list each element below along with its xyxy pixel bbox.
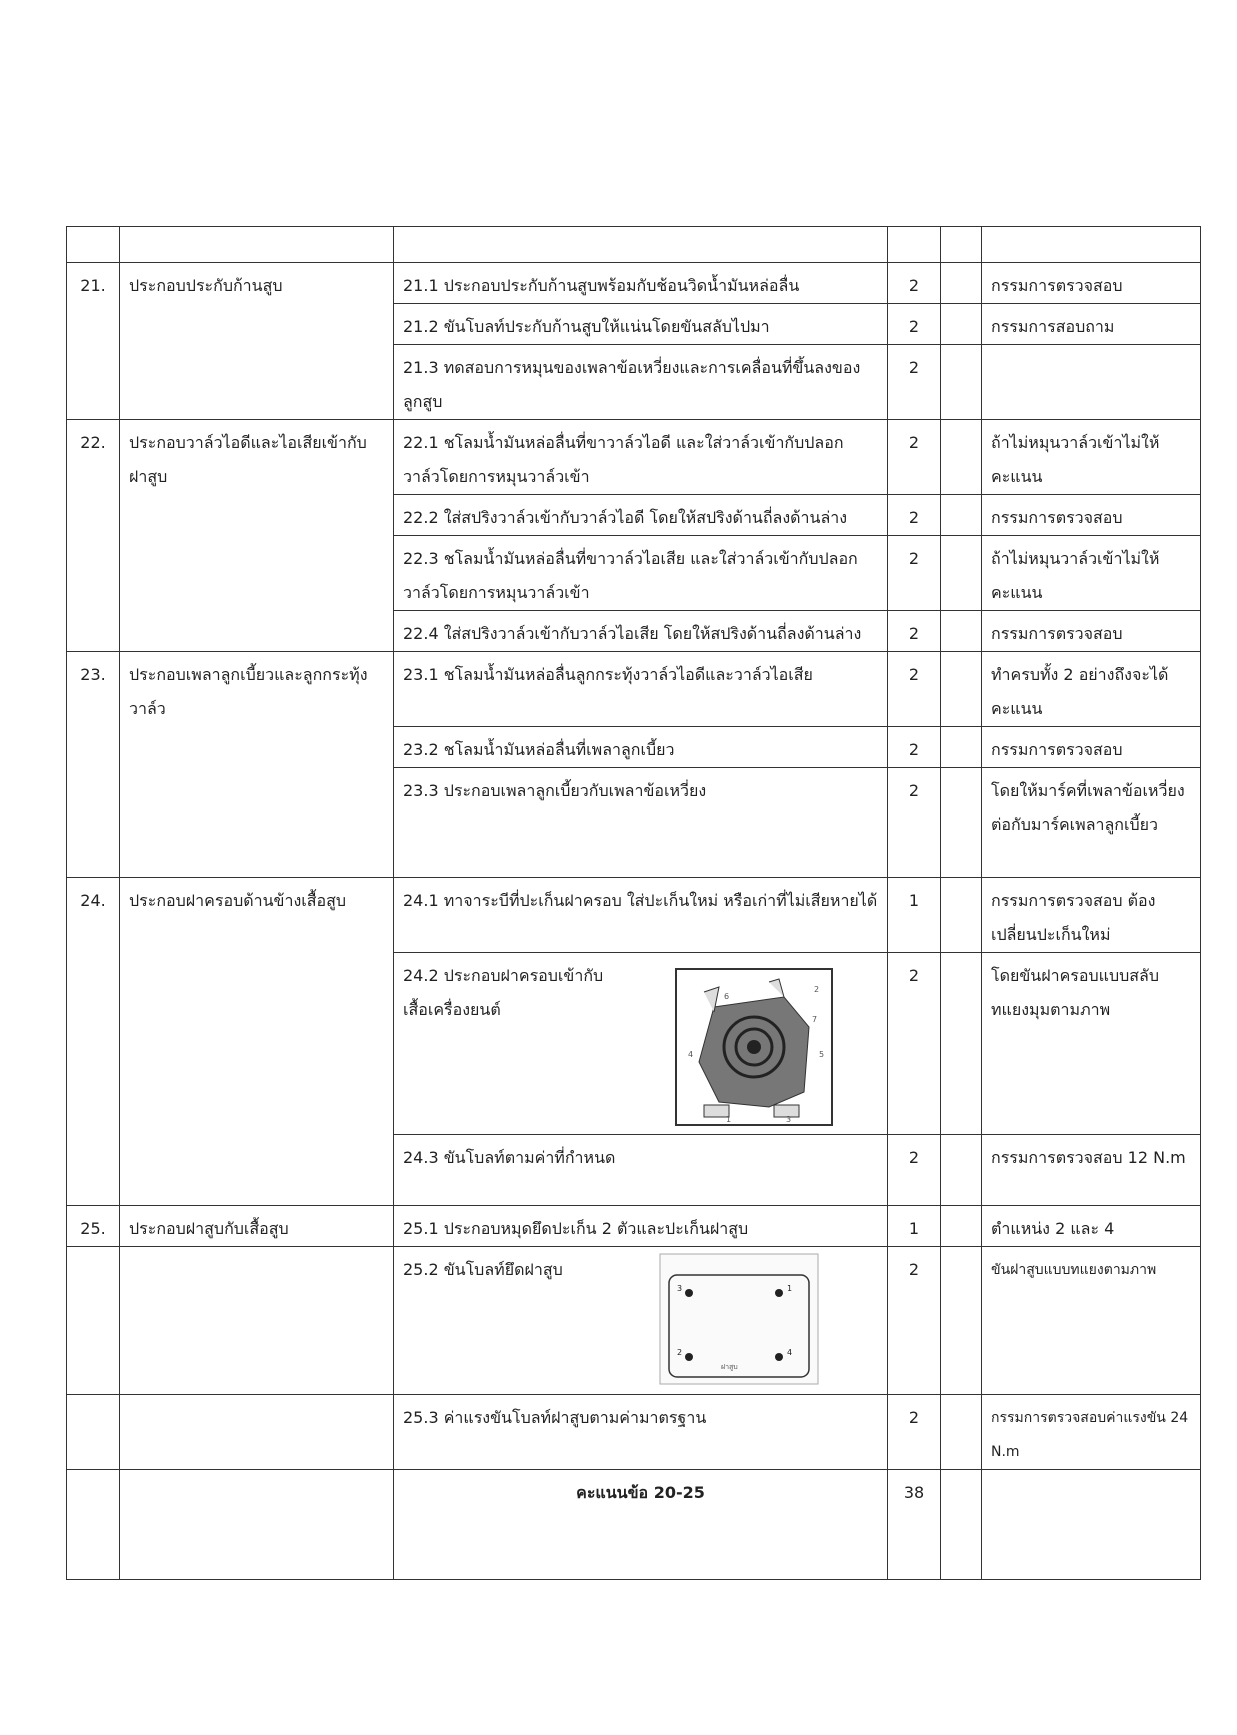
item-number: 21. (67, 263, 120, 420)
item-topic: ประกอบวาล์วไอดีและไอเสียเข้ากับฝาสูบ (120, 420, 394, 652)
step-note: ถ้าไม่หมุนวาล์วเข้าไม่ให้คะแนน (982, 420, 1201, 495)
step-description (394, 420, 888, 495)
step-note: โดยให้มาร์คที่เพลาข้อเหวี่ยงต่อกับมาร์คเพลาลูกเบี้ยว (982, 768, 1201, 878)
step-note: ทำครบทั้ง 2 อย่างถึงจะได้คะแนน (982, 652, 1201, 727)
step-obtained-score (941, 727, 982, 768)
table-row (67, 1395, 1201, 1470)
step-text: 21.3 ทดสอบการหมุนของเพลาข้อเหวี่ยงและการเคลื่อนที่ขึ้นลงของลูกสูบ (403, 358, 861, 411)
item-topic: ประกอบฝาครอบด้านข้างเสื้อสูบ (120, 878, 394, 1206)
step-obtained-score (941, 495, 982, 536)
step-note: กรรมการตรวจสอบค่าแรงขัน 24 N.m (982, 1395, 1201, 1470)
step-text: 24.1 ทาจาระบีที่ปะเก็นฝาครอบ ใส่ปะเก็นใหม่ หรือเก่าที่ไม่เสียหายได้ (403, 891, 878, 910)
step-note (982, 345, 1201, 420)
item-number: 25. (67, 1206, 120, 1247)
total-number-cell (67, 1470, 120, 1580)
item-topic (120, 1247, 394, 1395)
total-label: คะแนนข้อ 20-25 (394, 1470, 888, 1580)
cylinder-head-bolt-diagram (659, 1253, 819, 1385)
step-description (394, 1135, 888, 1206)
header-cell-score (888, 227, 941, 263)
total-topic-cell (120, 1470, 394, 1580)
step-obtained-score (941, 1135, 982, 1206)
step-obtained-score (941, 1247, 982, 1395)
step-description (394, 768, 888, 878)
step-note: กรรมการสอบถาม (982, 304, 1201, 345)
step-description (394, 1247, 888, 1395)
step-note: กรรมการตรวจสอบ ต้องเปลี่ยนปะเก็นใหม่ (982, 878, 1201, 953)
step-description (394, 727, 888, 768)
step-text: 25.3 ค่าแรงขันโบลท์ฝาสูบตามค่ามาตรฐาน (403, 1408, 707, 1427)
svg-text:2: 2 (814, 985, 820, 994)
step-score: 1 (888, 878, 941, 953)
step-text: 24.3 ขันโบลท์ตามค่าที่กำหนด (403, 1148, 616, 1167)
item-topic (120, 1395, 394, 1470)
step-score: 2 (888, 1135, 941, 1206)
svg-text:6: 6 (724, 992, 730, 1001)
step-description (394, 953, 888, 1135)
svg-text:1: 1 (726, 1115, 732, 1124)
item-number (67, 1395, 120, 1470)
step-obtained-score (941, 878, 982, 953)
total-obtained-score (941, 1470, 982, 1580)
svg-text:5: 5 (819, 1050, 825, 1059)
step-obtained-score (941, 1395, 982, 1470)
table-row (67, 878, 1201, 953)
step-description (394, 1206, 888, 1247)
step-score: 2 (888, 1395, 941, 1470)
step-text: 25.1 ประกอบหมุดยึดปะเก็น 2 ตัวและปะเก็นฝาสูบ (403, 1219, 749, 1238)
step-text: 21.2 ขันโบลท์ประกับก้านสูบให้แน่นโดยขันสลับไปมา (403, 317, 770, 336)
step-text: 24.2 ประกอบฝาครอบเข้ากับเสื้อเครื่องยนต์ (403, 966, 604, 1019)
header-cell-note (982, 227, 1201, 263)
step-score: 2 (888, 345, 941, 420)
step-description (394, 263, 888, 304)
step-note: กรรมการตรวจสอบ (982, 727, 1201, 768)
step-score: 2 (888, 495, 941, 536)
step-score: 2 (888, 652, 941, 727)
svg-text:ฝาสูบ: ฝาสูบ (721, 1363, 738, 1371)
step-score: 2 (888, 420, 941, 495)
header-cell-no (67, 227, 120, 263)
header-cell-topic (120, 227, 394, 263)
header-row (67, 227, 1201, 263)
item-number: 24. (67, 878, 120, 1206)
step-note: กรรมการตรวจสอบ (982, 495, 1201, 536)
step-obtained-score (941, 345, 982, 420)
step-note: ขันฝาสูบแบบทแยงตามภาพ (982, 1247, 1201, 1395)
step-text: 22.1 ชโลมน้ำมันหล่อลื่นที่ขาวาล์วไอดี และใส่วาล์วเข้ากับปลอกวาล์วโดยการหมุนวาล์วเข้า (403, 433, 844, 486)
item-number (67, 1247, 120, 1395)
total-score: 38 (888, 1470, 941, 1580)
step-text: 21.1 ประกอบประกับก้านสูบพร้อมกับช้อนวิดน้ำมันหล่อลื่น (403, 276, 800, 295)
assessment-table (66, 226, 1201, 1580)
step-obtained-score (941, 611, 982, 652)
header-cell-desc (394, 227, 888, 263)
engine-cover-diagram (674, 967, 834, 1127)
step-obtained-score (941, 768, 982, 878)
bolt-3 (685, 1289, 693, 1297)
total-note (982, 1470, 1201, 1580)
step-obtained-score (941, 420, 982, 495)
step-description (394, 495, 888, 536)
step-description (394, 652, 888, 727)
bolt-4 (775, 1353, 783, 1361)
item-topic: ประกอบเพลาลูกเบี้ยวและลูกกระทุ้งวาล์ว (120, 652, 394, 878)
item-number: 22. (67, 420, 120, 652)
step-note: โดยขันฝาครอบแบบสลับทแยงมุมตามภาพ (982, 953, 1201, 1135)
step-score: 2 (888, 953, 941, 1135)
step-description (394, 536, 888, 611)
step-score: 2 (888, 536, 941, 611)
step-obtained-score (941, 953, 982, 1135)
step-description (394, 345, 888, 420)
table-row (67, 263, 1201, 304)
svg-text:3: 3 (677, 1284, 683, 1293)
step-score: 2 (888, 727, 941, 768)
item-topic: ประกอบฝาสูบกับเสื้อสูบ (120, 1206, 394, 1247)
step-score: 2 (888, 611, 941, 652)
table-row (67, 420, 1201, 495)
step-score: 1 (888, 1206, 941, 1247)
step-text: 22.2 ใส่สปริงวาล์วเข้ากับวาล์วไอดี โดยให้สปริงด้านถี่ลงด้านล่าง (403, 508, 848, 527)
step-score: 2 (888, 304, 941, 345)
step-note: ตำแหน่ง 2 และ 4 (982, 1206, 1201, 1247)
step-description (394, 1395, 888, 1470)
bolt-2 (685, 1353, 693, 1361)
step-obtained-score (941, 1206, 982, 1247)
step-text: 23.1 ชโลมน้ำมันหล่อลื่นลูกกระทุ้งวาล์วไอดีและวาล์วไอเสีย (403, 665, 813, 684)
step-description (394, 304, 888, 345)
step-score: 2 (888, 768, 941, 878)
step-text: 25.2 ขันโบลท์ยึดฝาสูบ (403, 1260, 563, 1279)
svg-text:7: 7 (812, 1015, 818, 1024)
step-score: 2 (888, 1247, 941, 1395)
step-score: 2 (888, 263, 941, 304)
item-number: 23. (67, 652, 120, 878)
step-obtained-score (941, 652, 982, 727)
svg-text:3: 3 (786, 1115, 792, 1124)
svg-text:2: 2 (677, 1348, 683, 1357)
step-note: กรรมการตรวจสอบ (982, 611, 1201, 652)
step-text: 22.4 ใส่สปริงวาล์วเข้ากับวาล์วไอเสีย โดยให้สปริงด้านถี่ลงด้านล่าง (403, 624, 862, 643)
step-note: กรรมการตรวจสอบ 12 N.m (982, 1135, 1201, 1206)
step-text: 23.3 ประกอบเพลาลูกเบี้ยวกับเพลาข้อเหวี่ยง (403, 781, 707, 800)
step-obtained-score (941, 536, 982, 611)
bolt-1 (775, 1289, 783, 1297)
svg-text:1: 1 (787, 1284, 793, 1293)
table-row (67, 1206, 1201, 1247)
svg-text:4: 4 (688, 1050, 694, 1059)
step-description (394, 611, 888, 652)
total-row (67, 1470, 1201, 1580)
step-description (394, 878, 888, 953)
step-text: 23.2 ชโลมน้ำมันหล่อลื่นที่เพลาลูกเบี้ยว (403, 740, 675, 759)
step-note: ถ้าไม่หมุนวาล์วเข้าไม่ให้คะแนน (982, 536, 1201, 611)
step-text: 22.3 ชโลมน้ำมันหล่อลื่นที่ขาวาล์วไอเสีย และใส่วาล์วเข้ากับปลอกวาล์วโดยการหมุนวาล์วเข้า (403, 549, 858, 602)
step-obtained-score (941, 304, 982, 345)
svg-text:4: 4 (787, 1348, 793, 1357)
step-obtained-score (941, 263, 982, 304)
table-row (67, 652, 1201, 727)
item-topic: ประกอบประกับก้านสูบ (120, 263, 394, 420)
step-note: กรรมการตรวจสอบ (982, 263, 1201, 304)
table-row (67, 1247, 1201, 1395)
header-cell-got (941, 227, 982, 263)
